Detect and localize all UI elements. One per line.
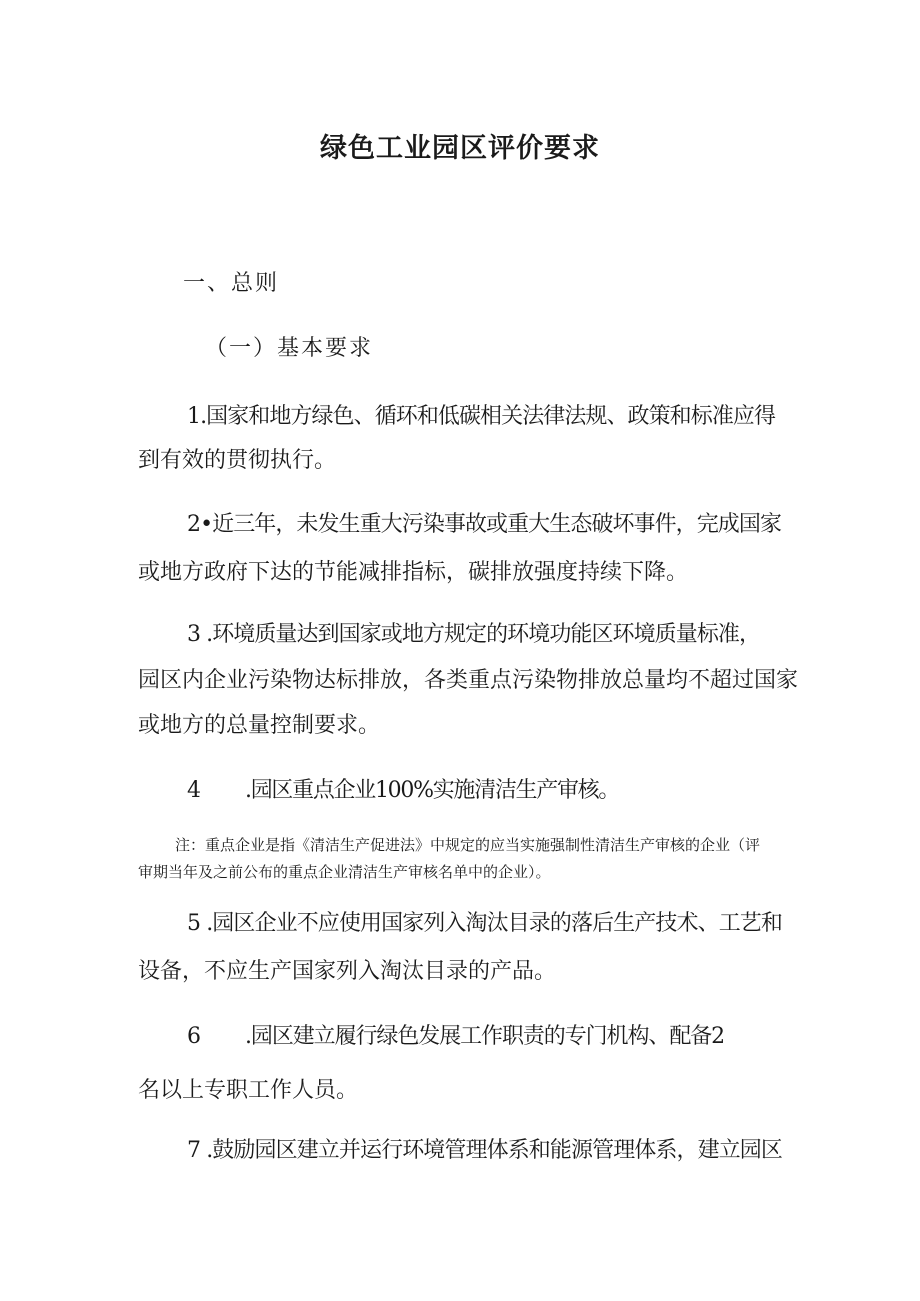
item-3-number: 3 . — [187, 622, 213, 647]
item-6-line-2: 名以上专职工作人员。 — [138, 1078, 359, 1103]
sub-heading: （一）基本要求 — [205, 336, 374, 361]
item-4-line-1: 4 .园区重点企业100%实施清洁生产审核。 — [187, 771, 887, 811]
item-6-line-1: 6 .园区建立履行绿色发展工作职责的专门机构、配备2 — [187, 1017, 887, 1057]
note-line-1: 注：重点企业是指《清洁生产促进法》中规定的应当实施强制性清洁生产审核的企业（评 — [175, 836, 761, 854]
item-4-number: 4 — [187, 778, 200, 803]
note-line-2: 审期当年及之前公布的重点企业清洁生产审核名单中的企业）。 — [138, 863, 551, 881]
item-2-line-1: 2•近三年，未发生重大污染事故或重大生态破坏事件，完成国家 — [187, 505, 887, 545]
item-5-line-1: 5 .园区企业不应使用国家列入淘汰目录的落后生产技术、工艺和 — [187, 904, 887, 944]
item-7-number: 7 . — [187, 1138, 213, 1163]
item-5-number: 5 . — [187, 911, 213, 936]
item-5-line-2: 设备，不应生产国家列入淘汰目录的产品。 — [138, 959, 557, 984]
section-heading: 一、总则 — [183, 271, 280, 296]
item-3-line-3: 或地方的总量控制要求。 — [138, 713, 381, 738]
item-3-line-2: 园区内企业污染物达标排放，各类重点污染物排放总量均不超过国家 — [138, 668, 799, 693]
item-1-line-1: 1.国家和地方绿色、循环和低碳相关法律法规、政策和标准应得 — [187, 397, 887, 437]
item-7-line-1: 7 .鼓励园区建立并运行环境管理体系和能源管理体系，建立园区 — [187, 1131, 887, 1171]
item-1-line-2: 到有效的贯彻执行。 — [138, 448, 337, 473]
item-3-line-1: 3 .环境质量达到国家或地方规定的环境功能区环境质量标准， — [187, 615, 887, 655]
item-2-line-2: 或地方政府下达的节能减排指标，碳排放强度持续下降。 — [138, 560, 689, 585]
item-6-number: 6 — [187, 1024, 200, 1049]
item-1-number: 1. — [187, 404, 207, 429]
document-title: 绿色工业园区评价要求 — [320, 133, 600, 164]
item-2-number: 2• — [187, 512, 213, 537]
